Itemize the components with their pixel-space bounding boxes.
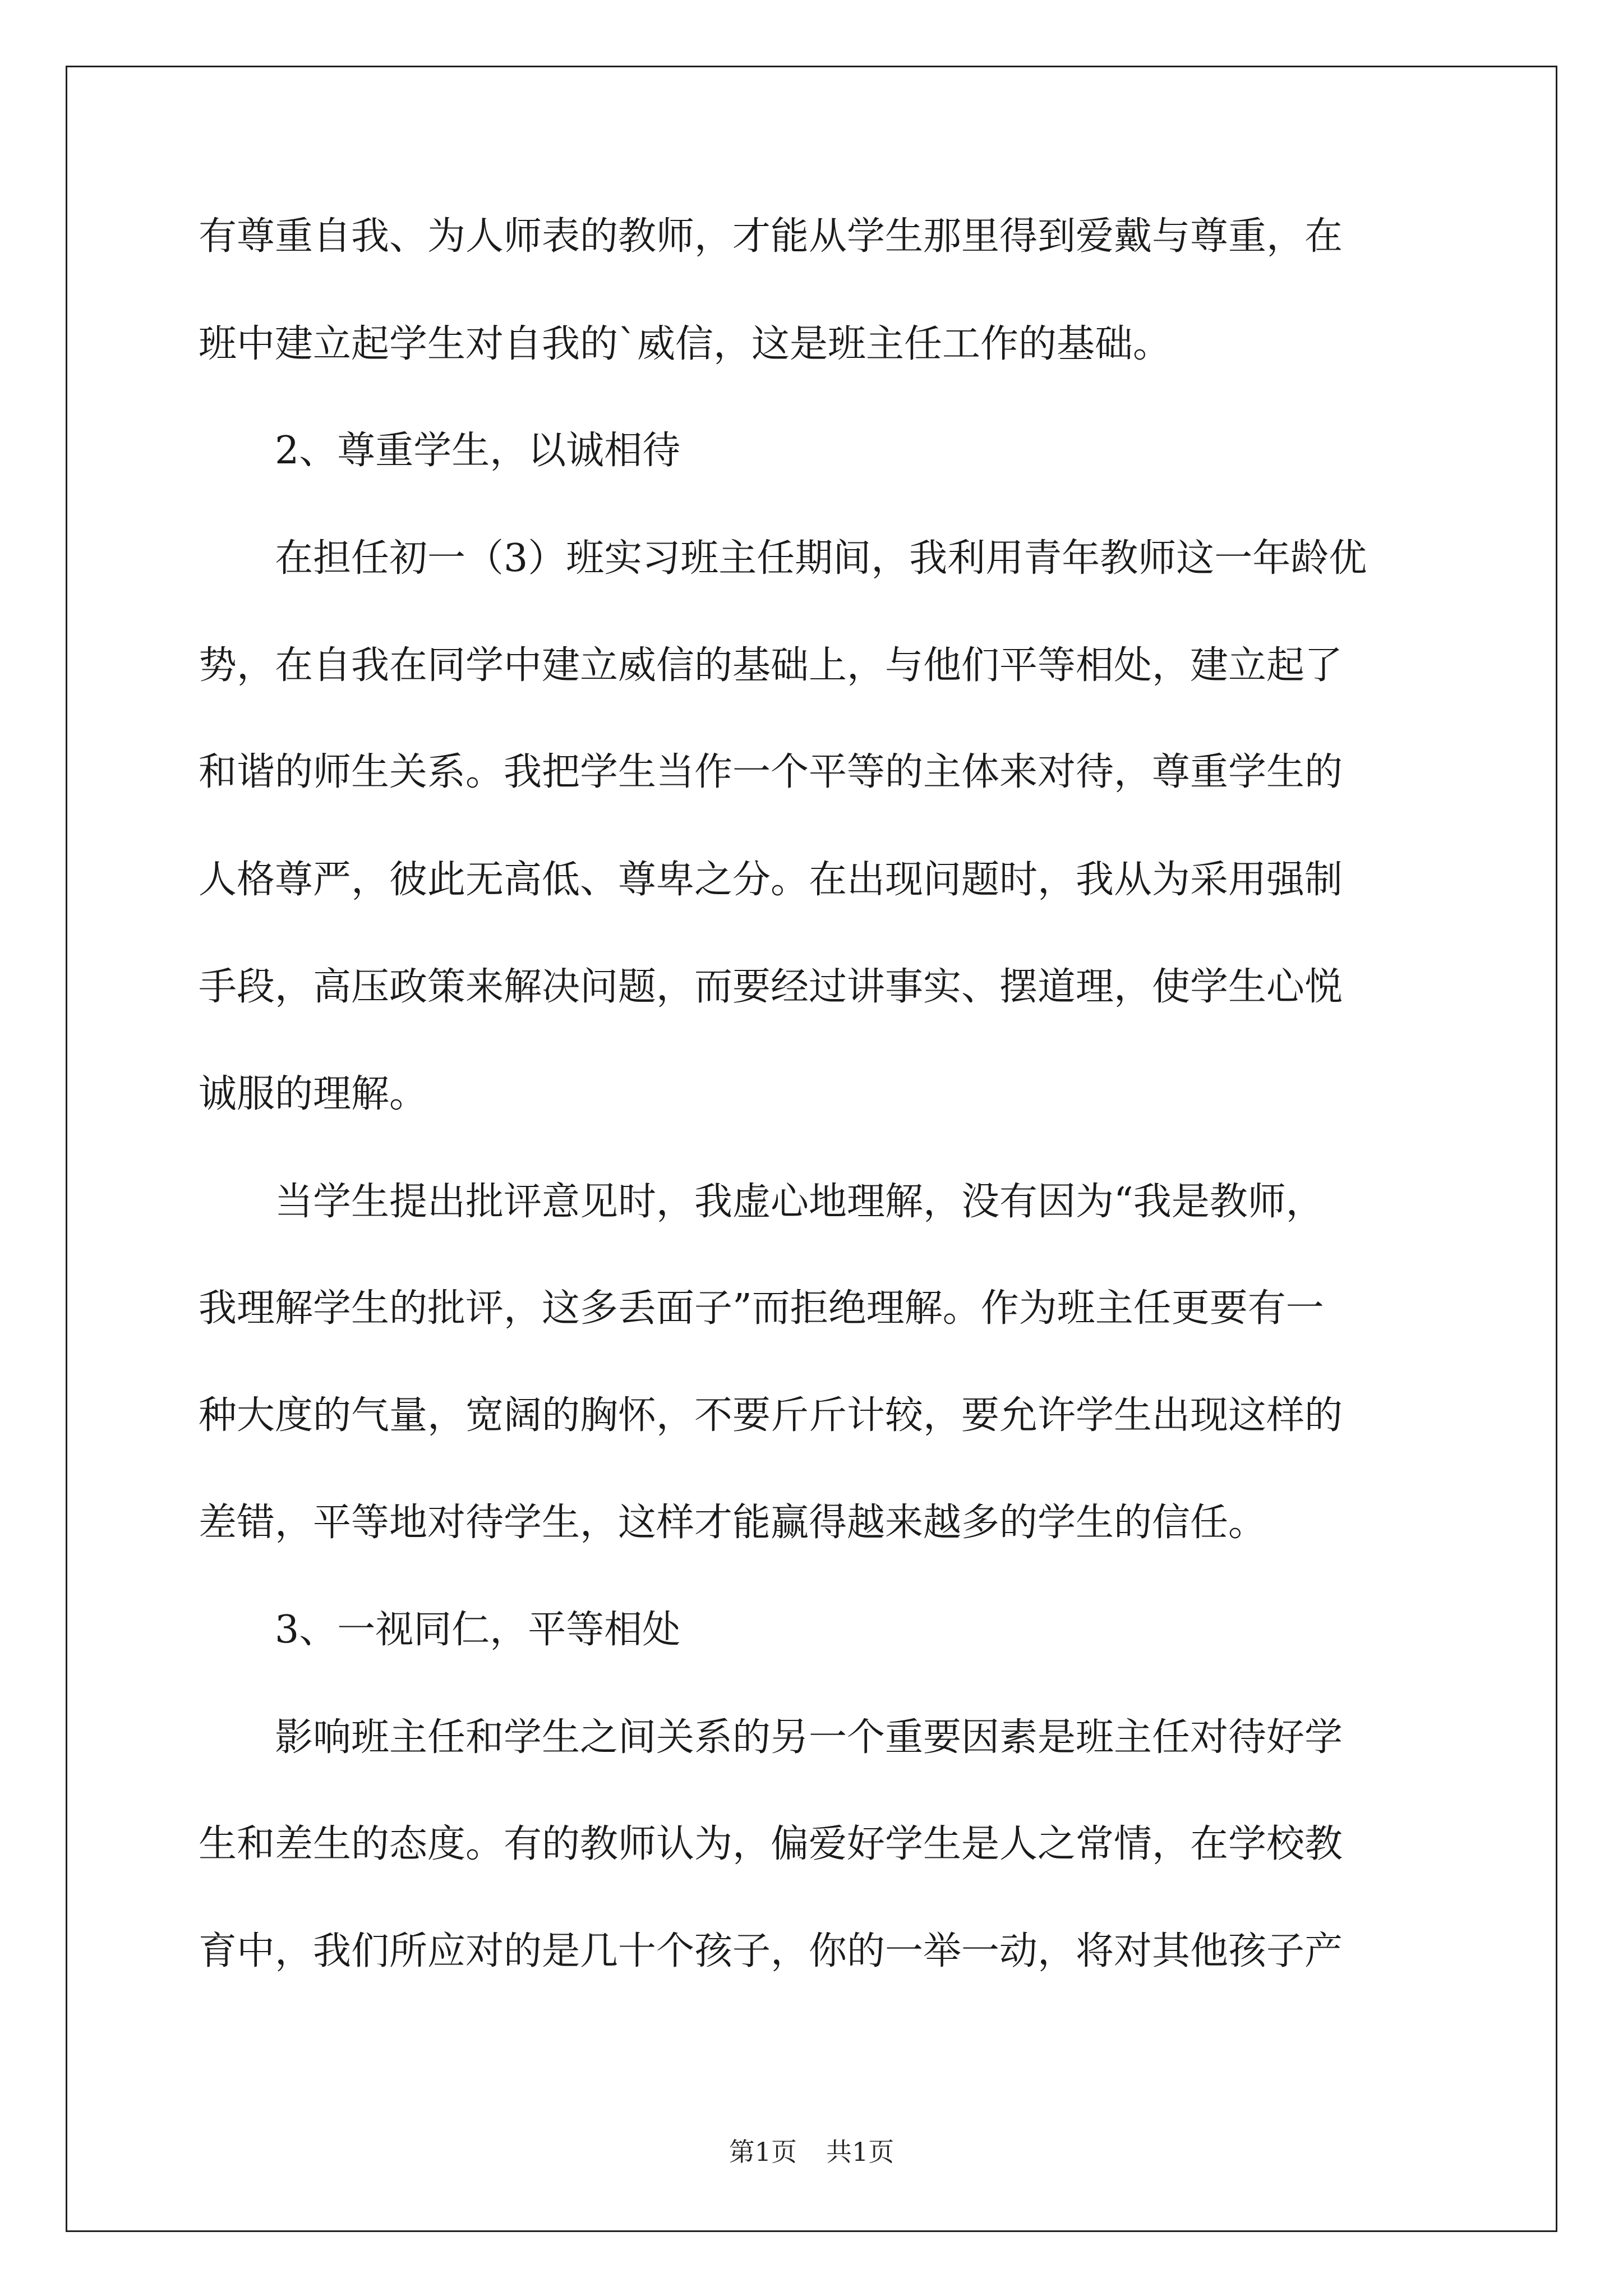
text-line: 班中建立起学生对自我的`威信，这是班主任工作的基础。	[199, 322, 1172, 366]
text-line: 和谐的师生关系。我把学生当作一个平等的主体来对待，尊重学生的	[199, 750, 1343, 794]
section-heading: 2、尊重学生，以诚相待	[275, 429, 681, 473]
text-line: 当学生提出批评意见时，我虚心地理解，没有因为“我是教师，	[275, 1180, 1324, 1224]
page-footer	[0, 2132, 1623, 2169]
text-line: 手段，高压政策来解决问题，而要经过讲事实、摆道理，使学生心悦	[199, 965, 1343, 1009]
text-line: 影响班主任和学生之间关系的另一个重要因素是班主任对待好学	[275, 1715, 1343, 1760]
text-line: 种大度的气量，宽阔的胸怀，不要斤斤计较，要允许学生出现这样的	[199, 1393, 1343, 1438]
section-heading: 3、一视同仁，平等相处	[275, 1608, 681, 1652]
page-total: 共1页	[826, 2137, 895, 2167]
text-line: 有尊重自我、为人师表的教师，才能从学生那里得到爱戴与尊重，在	[199, 214, 1343, 259]
text-line: 诚服的理解。	[199, 1072, 428, 1116]
text-line: 生和差生的态度。有的教师认为，偏爱好学生是人之常情，在学校教	[199, 1822, 1343, 1866]
text-line: 在担任初一（3）班实习班主任期间，我利用青年教师这一年龄优	[275, 536, 1367, 581]
page-border	[66, 66, 1557, 2232]
text-line: 势，在自我在同学中建立威信的基础上，与他们平等相处，建立起了	[199, 643, 1343, 688]
page-number: 第1页	[728, 2137, 797, 2167]
text-line: 差错，平等地对待学生，这样才能赢得越来越多的学生的信任。	[199, 1501, 1267, 1545]
text-line: 人格尊严，彼此无高低、尊卑之分。在出现问题时，我从为采用强制	[199, 858, 1343, 902]
text-line: 我理解学生的批评，这多丢面子”而拒绝理解。作为班主任更要有一	[199, 1286, 1324, 1331]
text-line: 育中，我们所应对的是几十个孩子，你的一举一动，将对其他孩子产	[199, 1929, 1343, 1973]
